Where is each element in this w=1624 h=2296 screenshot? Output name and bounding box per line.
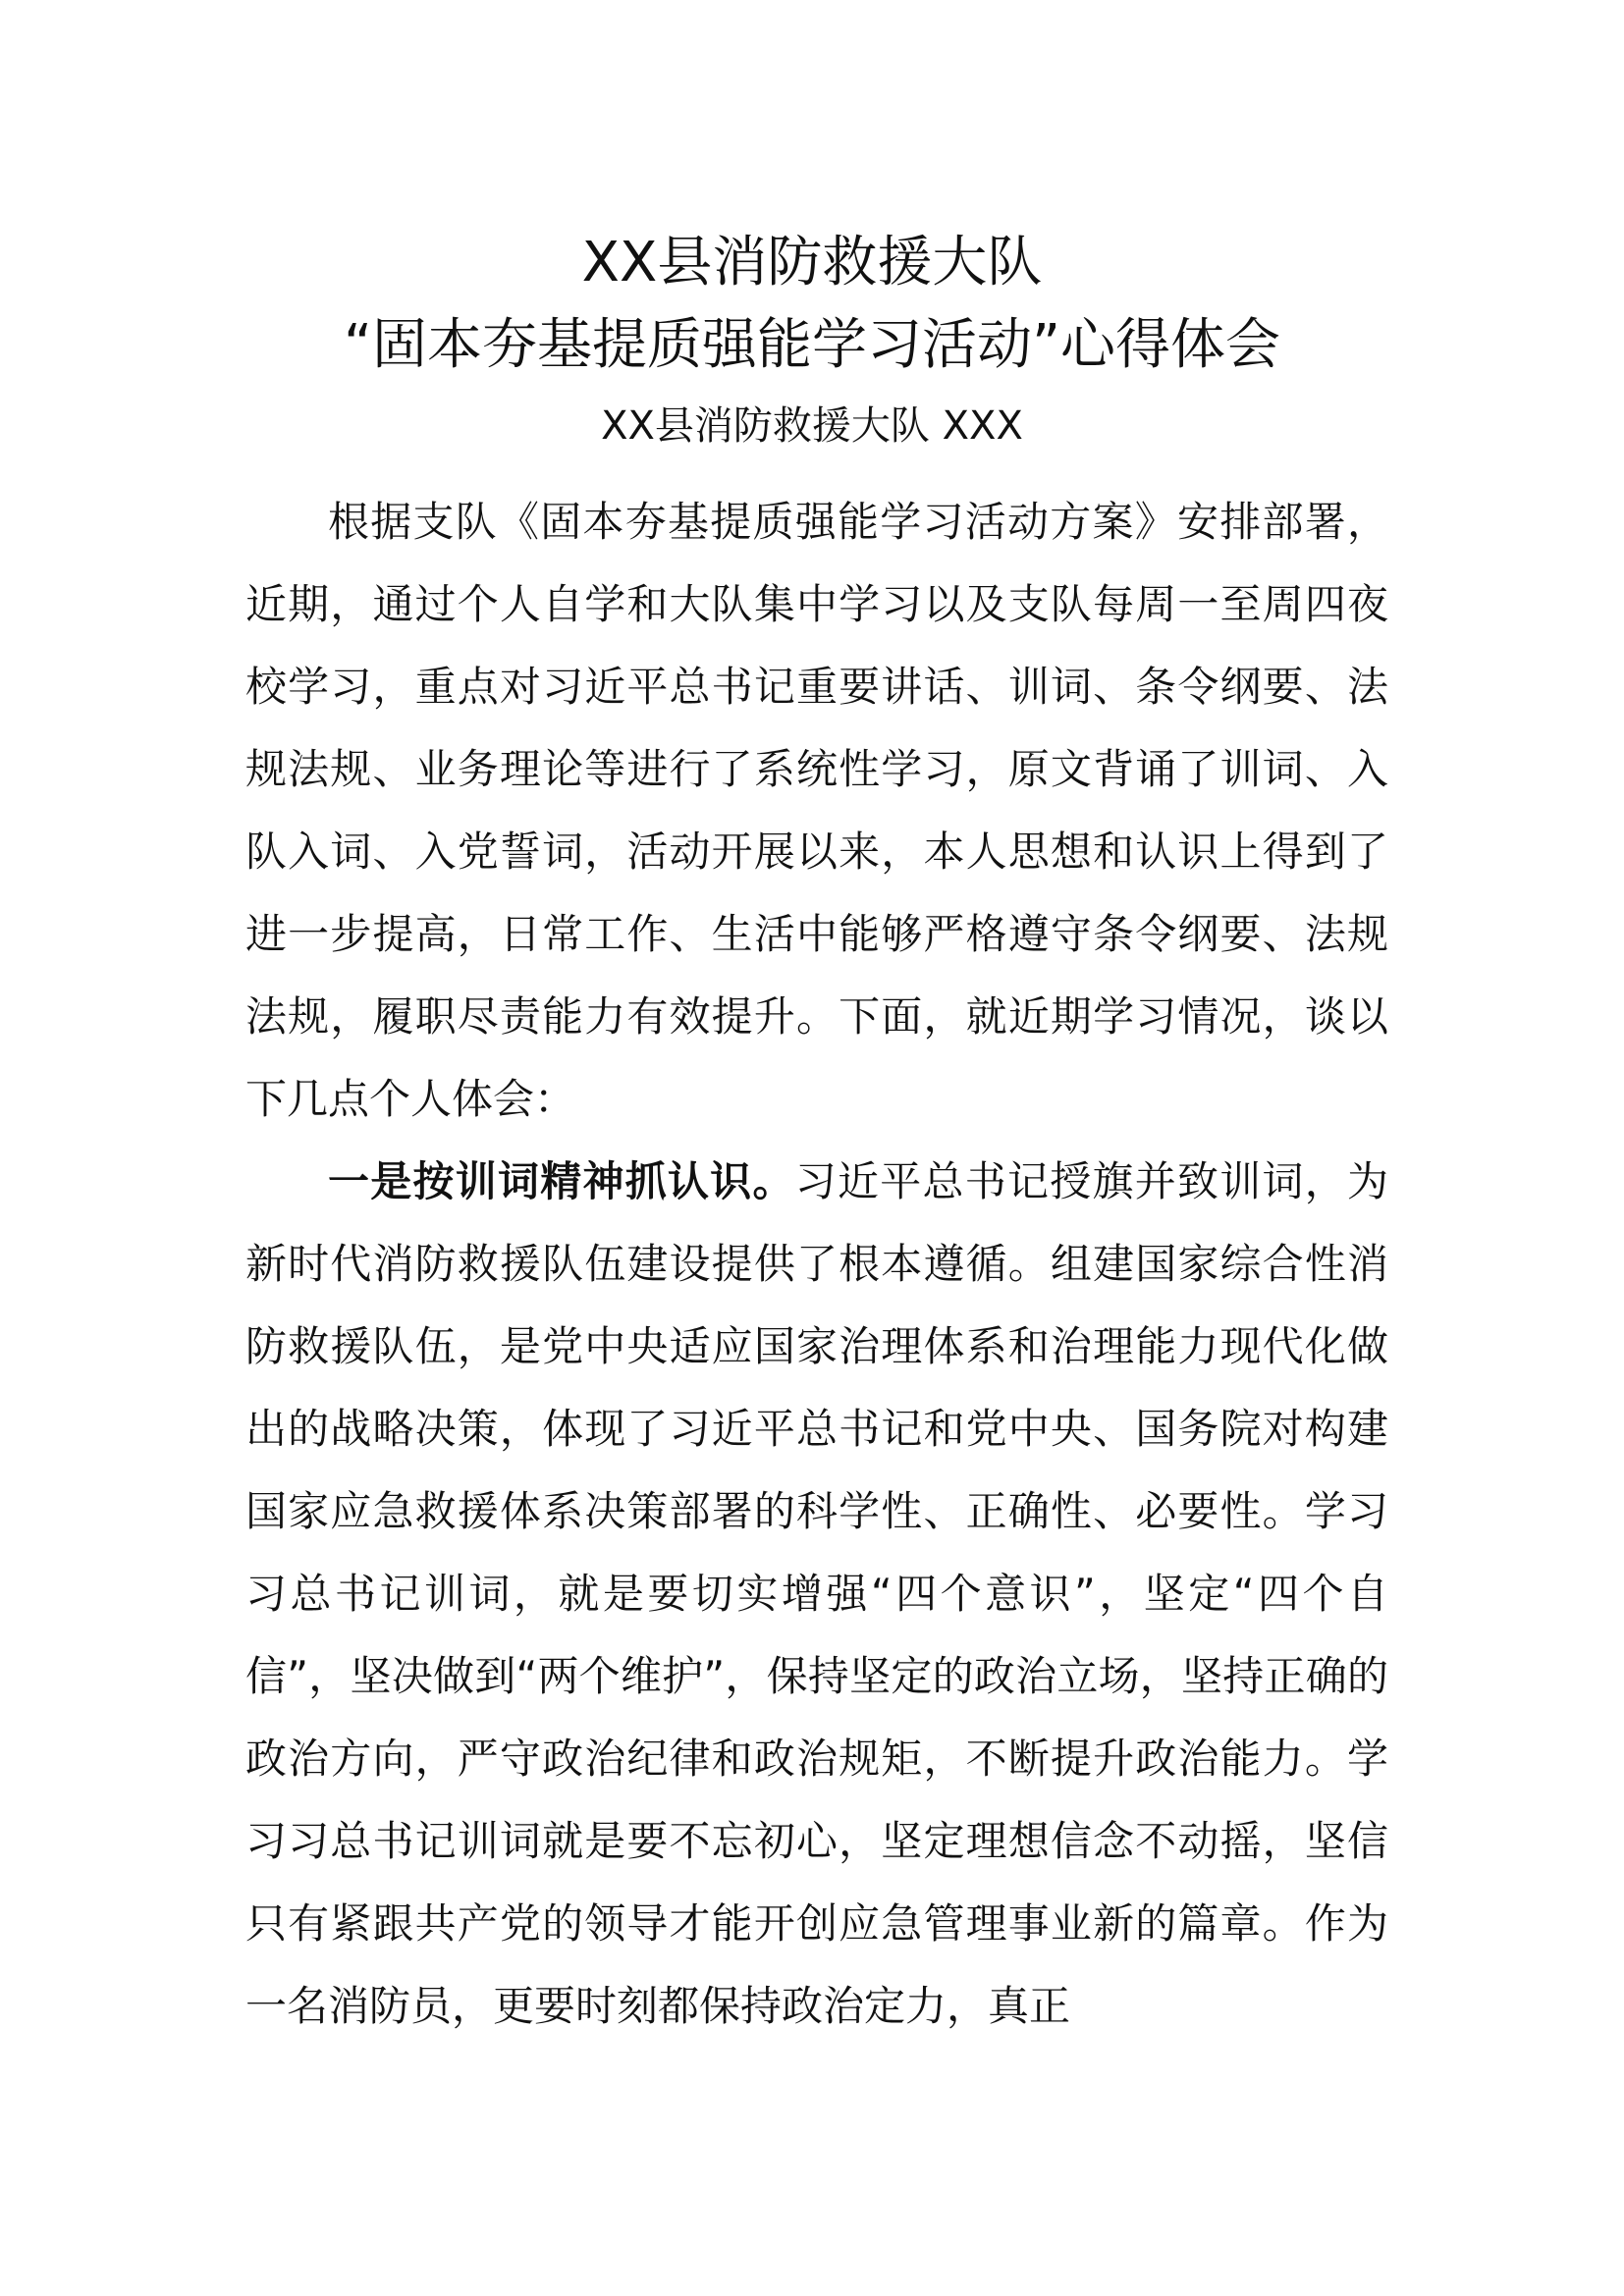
document-title-line-2: “固本夯基提质强能学习活动”心得体会 xyxy=(343,313,1281,377)
document-body xyxy=(245,481,1388,2048)
author-byline: XX县消防救援大队 XXX xyxy=(601,403,1023,449)
paragraph-intro xyxy=(245,481,1388,1141)
paragraph-text: 根据支队《固本夯基提质强能学习活动方案》安排部署，近期，通过个人自学和大队集中学习以及支队每周一至周四夜校学习，重点对习近平总书记重要讲话、训词、条令纲要、法规法规、业务理论等进行了系统性学习，原文背诵了训词、入队入词、入党誓词，活动开展以来，本人思想和认识上得到了进一步提高，日常工作、生活中能够严格遵守条令纲要、法规法规，履职尽责能力有效提升。下面，就近期学习情况，谈以下几点个人体会： xyxy=(245,498,1388,1123)
paragraph-text: 习近平总书记授旗并致训词，为新时代消防救援队伍建设提供了根本遵循。组建国家综合性消防救援队伍，是党中央适应国家治理体系和治理能力现代化做出的战略决策，体现了习近平总书记和党中央、国务院对构建国家应急救援体系决策部署的科学性、正确性、必要性。学习习总书记训词，就是要切实增强“四个意识”，坚定“四个自信”，坚决做到“两个维护”，保持坚定的政治立场，坚持正确的政治方向，严守政治纪律和政治规矩，不断提升政治能力。学习习总书记训词就是要不忘初心，坚定理想信念不动摇，坚信只有紧跟共产党的领导才能开创应急管理事业新的篇章。作为一名消防员，更要时刻都保持政治定力，真正 xyxy=(245,1157,1388,2030)
paragraph-point-one xyxy=(245,1141,1388,2048)
document-title-line-1: XX县消防救援大队 xyxy=(581,231,1043,294)
paragraph-lead: 一是按训词精神抓认识。 xyxy=(328,1157,795,1205)
